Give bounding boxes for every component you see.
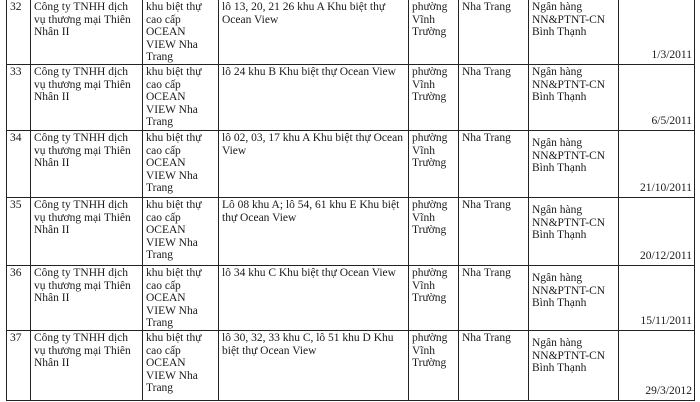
bank-label: Ngân hàng NN&PTNT-CN Bình Thạnh bbox=[532, 65, 606, 104]
mortgage-registry-table bbox=[6, 0, 695, 401]
date-cell bbox=[619, 197, 695, 265]
company-cell: Công ty TNHH dịch vụ thương mại Thiên Nhân II bbox=[31, 197, 143, 265]
lots-cell: Lô 08 khu A; lô 54, 61 khu E Khu biệt thự Ocean View bbox=[219, 197, 409, 265]
lots-cell: lô 30, 32, 33 khu C, lô 51 khu D Khu biệt thự Ocean View bbox=[219, 330, 409, 400]
city-cell: Nha Trang bbox=[459, 64, 529, 130]
row-number: 34 bbox=[7, 130, 31, 197]
row-number: 36 bbox=[7, 265, 31, 330]
date-value: 15/11/2011 bbox=[640, 315, 692, 328]
table-row bbox=[7, 197, 695, 265]
date-value: 21/10/2011 bbox=[640, 182, 692, 195]
bank-label: Ngân hàng NN&PTNT-CN Bình Thạnh bbox=[532, 136, 606, 175]
bank-cell bbox=[529, 0, 619, 64]
lots-cell: lô 02, 03, 17 khu A Khu biệt thự Ocean View bbox=[219, 130, 409, 197]
date-cell bbox=[619, 330, 695, 400]
project-cell: khu biệt thự cao cấp OCEAN VIEW Nha Trang bbox=[143, 197, 219, 265]
date-cell bbox=[619, 265, 695, 330]
date-cell bbox=[619, 64, 695, 130]
city-cell: Nha Trang bbox=[459, 265, 529, 330]
bank-cell bbox=[529, 64, 619, 130]
ward-cell: phường Vĩnh Trường bbox=[409, 0, 459, 64]
table-row bbox=[7, 0, 695, 64]
lots-cell: lô 24 khu B Khu biệt thự Ocean View bbox=[219, 64, 409, 130]
project-cell: khu biệt thự cao cấp OCEAN VIEW Nha Trang bbox=[143, 0, 219, 64]
company-cell: Công ty TNHH dịch vụ thương mại Thiên Nhân II bbox=[31, 64, 143, 130]
company-cell: Công ty TNHH dịch vụ thương mại Thiên Nhân II bbox=[31, 330, 143, 400]
ward-cell: phường Vĩnh Trường bbox=[409, 130, 459, 197]
project-cell: khu biệt thự cao cấp OCEAN VIEW Nha Trang bbox=[143, 64, 219, 130]
lots-cell: lô 13, 20, 21 26 khu A Khu biệt thự Ocean View bbox=[219, 0, 409, 64]
row-number: 33 bbox=[7, 64, 31, 130]
bank-label: Ngân hàng NN&PTNT-CN Bình Thạnh bbox=[532, 271, 606, 310]
bank-cell bbox=[529, 197, 619, 265]
date-value: 1/3/2011 bbox=[651, 49, 692, 62]
bank-cell bbox=[529, 265, 619, 330]
date-value: 29/3/2012 bbox=[645, 385, 692, 398]
ward-cell: phường Vĩnh Trường bbox=[409, 197, 459, 265]
bank-cell bbox=[529, 330, 619, 400]
table-row bbox=[7, 64, 695, 130]
city-cell: Nha Trang bbox=[459, 330, 529, 400]
city-cell: Nha Trang bbox=[459, 130, 529, 197]
date-value: 20/12/2011 bbox=[640, 250, 692, 263]
table-row bbox=[7, 265, 695, 330]
date-value: 6/5/2011 bbox=[651, 115, 692, 128]
bank-label: Ngân hàng NN&PTNT-CN Bình Thạnh bbox=[532, 203, 606, 242]
lots-cell: lô 34 khu C Khu biệt thự Ocean View bbox=[219, 265, 409, 330]
bank-label: Ngân hàng NN&PTNT-CN Bình Thạnh bbox=[532, 336, 606, 375]
project-cell: khu biệt thự cao cấp OCEAN VIEW Nha Trang bbox=[143, 330, 219, 400]
row-number: 37 bbox=[7, 330, 31, 400]
project-cell: khu biệt thự cao cấp OCEAN VIEW Nha Trang bbox=[143, 130, 219, 197]
date-cell bbox=[619, 0, 695, 64]
company-cell: Công ty TNHH dịch vụ thương mại Thiên Nhân II bbox=[31, 130, 143, 197]
ward-cell: phường Vĩnh Trường bbox=[409, 64, 459, 130]
city-cell: Nha Trang bbox=[459, 0, 529, 64]
table-row bbox=[7, 130, 695, 197]
row-number: 32 bbox=[7, 0, 31, 64]
ward-cell: phường Vĩnh Trường bbox=[409, 265, 459, 330]
bank-cell bbox=[529, 130, 619, 197]
ward-cell: phường Vĩnh Trường bbox=[409, 330, 459, 400]
city-cell: Nha Trang bbox=[459, 197, 529, 265]
company-cell: Công ty TNHH dịch vụ thương mại Thiên Nhân II bbox=[31, 0, 143, 64]
row-number: 35 bbox=[7, 197, 31, 265]
date-cell bbox=[619, 130, 695, 197]
table-row bbox=[7, 330, 695, 400]
project-cell: khu biệt thự cao cấp OCEAN VIEW Nha Trang bbox=[143, 265, 219, 330]
bank-label: Ngân hàng NN&PTNT-CN Bình Thạnh bbox=[532, 1, 606, 39]
company-cell: Công ty TNHH dịch vụ thương mại Thiên Nhân II bbox=[31, 265, 143, 330]
